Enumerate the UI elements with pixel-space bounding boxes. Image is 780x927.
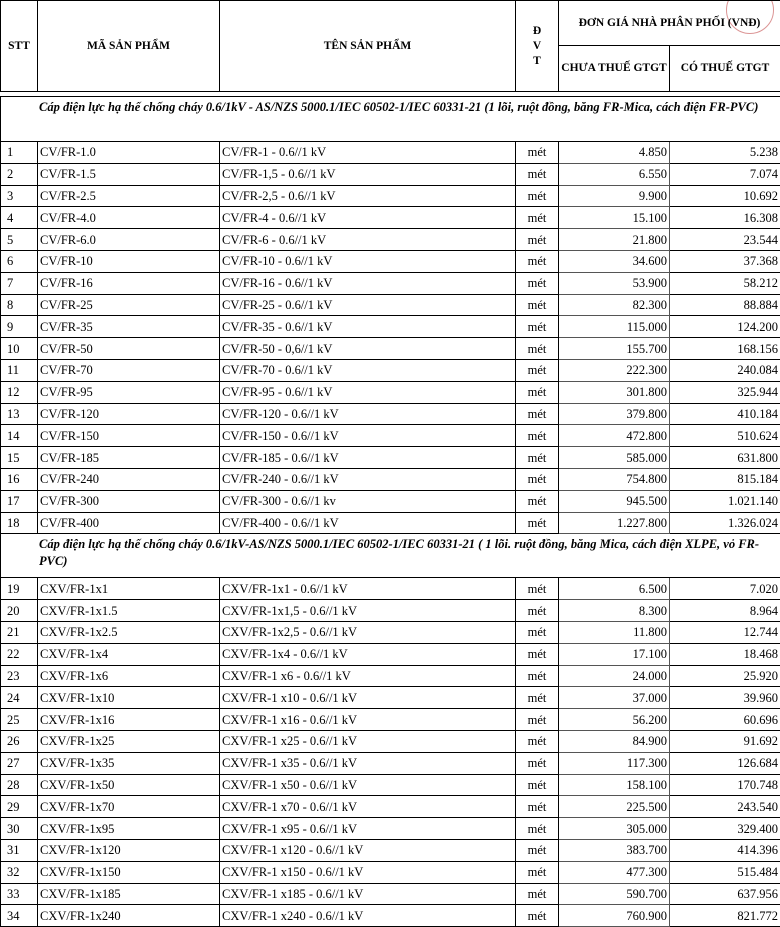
cell-price-incl-vat: 325.944 xyxy=(670,381,780,403)
cell-product-code: CXV/FR-1x6 xyxy=(38,665,220,687)
cell-unit: mét xyxy=(516,490,559,512)
cell-unit: mét xyxy=(516,709,559,731)
cell-price-incl-vat: 240.084 xyxy=(670,359,780,381)
cell-stt: 23 xyxy=(1,665,38,687)
cell-product-name: CXV/FR-1 x120 - 0.6//1 kV xyxy=(220,839,516,861)
cell-unit: mét xyxy=(516,468,559,490)
cell-product-name: CV/FR-6 - 0.6//1 kV xyxy=(220,229,516,251)
cell-product-code: CV/FR-4.0 xyxy=(38,207,220,229)
cell-unit: mét xyxy=(516,905,559,927)
cell-product-code: CXV/FR-1x120 xyxy=(38,839,220,861)
cell-price-incl-vat: 637.956 xyxy=(670,883,780,905)
table-row xyxy=(1,687,780,709)
table-row xyxy=(1,578,780,600)
cell-price-excl-vat: 84.900 xyxy=(559,730,670,752)
cell-price-excl-vat: 383.700 xyxy=(559,839,670,861)
cell-stt: 8 xyxy=(1,294,38,316)
cell-unit: mét xyxy=(516,272,559,294)
table-body xyxy=(1,92,780,927)
cell-price-excl-vat: 37.000 xyxy=(559,687,670,709)
cell-stt: 21 xyxy=(1,621,38,643)
cell-product-code: CV/FR-185 xyxy=(38,447,220,469)
cell-price-incl-vat: 329.400 xyxy=(670,818,780,840)
cell-price-excl-vat: 305.000 xyxy=(559,818,670,840)
cell-product-name: CXV/FR-1 x25 - 0.6//1 kV xyxy=(220,730,516,752)
cell-price-incl-vat: 25.920 xyxy=(670,665,780,687)
cell-price-incl-vat: 7.020 xyxy=(670,578,780,600)
cell-unit: mét xyxy=(516,600,559,622)
cell-stt: 15 xyxy=(1,447,38,469)
cell-product-code: CXV/FR-1x1 xyxy=(38,578,220,600)
cell-unit: mét xyxy=(516,687,559,709)
cell-product-name: CV/FR-16 - 0.6//1 kV xyxy=(220,272,516,294)
cell-product-name: CXV/FR-1 x16 - 0.6//1 kV xyxy=(220,709,516,731)
cell-product-name: CXV/FR-1 x95 - 0.6//1 kV xyxy=(220,818,516,840)
cell-unit: mét xyxy=(516,861,559,883)
cell-price-excl-vat: 115.000 xyxy=(559,316,670,338)
cell-product-code: CXV/FR-1x185 xyxy=(38,883,220,905)
table-row xyxy=(1,883,780,905)
cell-stt: 33 xyxy=(1,883,38,905)
cell-stt: 24 xyxy=(1,687,38,709)
cell-stt: 26 xyxy=(1,730,38,752)
cell-product-code: CV/FR-70 xyxy=(38,359,220,381)
cell-product-code: CV/FR-1.5 xyxy=(38,163,220,185)
cell-unit: mét xyxy=(516,403,559,425)
cell-price-incl-vat: 170.748 xyxy=(670,774,780,796)
table-header xyxy=(1,1,780,92)
cell-unit: mét xyxy=(516,229,559,251)
table-row xyxy=(1,185,780,207)
table-row xyxy=(1,796,780,818)
cell-stt: 6 xyxy=(1,250,38,272)
cell-product-name: CV/FR-300 - 0.6//1 kv xyxy=(220,490,516,512)
cell-stt: 22 xyxy=(1,643,38,665)
table-row xyxy=(1,142,780,164)
header-price-group: ĐƠN GIÁ NHÀ PHÂN PHỐI (VNĐ) xyxy=(559,1,780,46)
cell-product-name: CXV/FR-1 x6 - 0.6//1 kV xyxy=(220,665,516,687)
cell-price-excl-vat: 8.300 xyxy=(559,600,670,622)
cell-price-excl-vat: 155.700 xyxy=(559,338,670,360)
cell-price-excl-vat: 379.800 xyxy=(559,403,670,425)
cell-product-name: CV/FR-185 - 0.6//1 kV xyxy=(220,447,516,469)
table-row xyxy=(1,338,780,360)
table-row xyxy=(1,403,780,425)
cell-price-incl-vat: 515.484 xyxy=(670,861,780,883)
cell-product-code: CV/FR-120 xyxy=(38,403,220,425)
cell-product-code: CXV/FR-1x10 xyxy=(38,687,220,709)
cell-product-code: CV/FR-240 xyxy=(38,468,220,490)
cell-price-incl-vat: 410.184 xyxy=(670,403,780,425)
cell-price-excl-vat: 117.300 xyxy=(559,752,670,774)
cell-product-code: CV/FR-25 xyxy=(38,294,220,316)
table-row xyxy=(1,381,780,403)
cell-unit: mét xyxy=(516,512,559,534)
cell-product-name: CXV/FR-1 x70 - 0.6//1 kV xyxy=(220,796,516,818)
cell-price-incl-vat: 88.884 xyxy=(670,294,780,316)
table-row xyxy=(1,752,780,774)
table-row xyxy=(1,665,780,687)
cell-product-code: CXV/FR-1x70 xyxy=(38,796,220,818)
cell-unit: mét xyxy=(516,359,559,381)
cell-price-incl-vat: 510.624 xyxy=(670,425,780,447)
cell-price-incl-vat: 815.184 xyxy=(670,468,780,490)
cell-unit: mét xyxy=(516,185,559,207)
cell-product-code: CV/FR-2.5 xyxy=(38,185,220,207)
cell-stt: 25 xyxy=(1,709,38,731)
table-row xyxy=(1,839,780,861)
cell-product-code: CXV/FR-1x25 xyxy=(38,730,220,752)
cell-product-name: CV/FR-70 - 0.6//1 kV xyxy=(220,359,516,381)
cell-product-code: CV/FR-35 xyxy=(38,316,220,338)
cell-price-excl-vat: 301.800 xyxy=(559,381,670,403)
cell-product-code: CXV/FR-1x50 xyxy=(38,774,220,796)
cell-product-name: CV/FR-10 - 0.6//1 kV xyxy=(220,250,516,272)
cell-price-excl-vat: 6.550 xyxy=(559,163,670,185)
cell-product-name: CV/FR-50 - 0,6//1 kV xyxy=(220,338,516,360)
cell-product-code: CV/FR-400 xyxy=(38,512,220,534)
cell-stt: 9 xyxy=(1,316,38,338)
table-row xyxy=(1,468,780,490)
cell-price-excl-vat: 222.300 xyxy=(559,359,670,381)
cell-stt: 18 xyxy=(1,512,38,534)
cell-product-code: CXV/FR-1x4 xyxy=(38,643,220,665)
header-price-excl-vat: CHƯA THUẾ GTGT xyxy=(559,46,670,92)
cell-product-code: CV/FR-300 xyxy=(38,490,220,512)
cell-unit: mét xyxy=(516,665,559,687)
cell-price-excl-vat: 34.600 xyxy=(559,250,670,272)
cell-price-excl-vat: 225.500 xyxy=(559,796,670,818)
cell-product-name: CXV/FR-1x1,5 - 0.6//1 kV xyxy=(220,600,516,622)
cell-price-excl-vat: 21.800 xyxy=(559,229,670,251)
cell-product-code: CV/FR-50 xyxy=(38,338,220,360)
cell-unit: mét xyxy=(516,839,559,861)
cell-product-name: CV/FR-95 - 0.6//1 kV xyxy=(220,381,516,403)
cell-product-name: CV/FR-400 - 0.6//1 kV xyxy=(220,512,516,534)
header-product-name: TÊN SẢN PHẨM xyxy=(220,1,516,92)
cell-product-name: CV/FR-2,5 - 0.6//1 kV xyxy=(220,185,516,207)
cell-stt: 34 xyxy=(1,905,38,927)
cell-stt: 28 xyxy=(1,774,38,796)
cell-price-excl-vat: 4.850 xyxy=(559,142,670,164)
cell-price-excl-vat: 585.000 xyxy=(559,447,670,469)
cell-stt: 4 xyxy=(1,207,38,229)
cell-price-incl-vat: 60.696 xyxy=(670,709,780,731)
cell-product-code: CXV/FR-1x150 xyxy=(38,861,220,883)
table-row xyxy=(1,490,780,512)
header-stt: STT xyxy=(1,1,38,92)
cell-product-name: CXV/FR-1 x185 - 0.6//1 kV xyxy=(220,883,516,905)
cell-product-code: CV/FR-95 xyxy=(38,381,220,403)
cell-product-name: CV/FR-25 - 0.6//1 kV xyxy=(220,294,516,316)
cell-unit: mét xyxy=(516,316,559,338)
cell-product-code: CV/FR-1.0 xyxy=(38,142,220,164)
cell-unit: mét xyxy=(516,730,559,752)
cell-product-name: CV/FR-240 - 0.6//1 kV xyxy=(220,468,516,490)
cell-unit: mét xyxy=(516,142,559,164)
cell-product-name: CXV/FR-1x1 - 0.6//1 kV xyxy=(220,578,516,600)
cell-price-incl-vat: 10.692 xyxy=(670,185,780,207)
cell-price-excl-vat: 24.000 xyxy=(559,665,670,687)
cell-price-excl-vat: 945.500 xyxy=(559,490,670,512)
cell-price-excl-vat: 82.300 xyxy=(559,294,670,316)
cell-unit: mét xyxy=(516,447,559,469)
cell-stt: 19 xyxy=(1,578,38,600)
cell-product-code: CV/FR-6.0 xyxy=(38,229,220,251)
cell-price-incl-vat: 414.396 xyxy=(670,839,780,861)
table-row xyxy=(1,294,780,316)
cell-stt: 10 xyxy=(1,338,38,360)
cell-price-excl-vat: 472.800 xyxy=(559,425,670,447)
cell-unit: mét xyxy=(516,774,559,796)
cell-unit: mét xyxy=(516,883,559,905)
cell-stt: 32 xyxy=(1,861,38,883)
cell-price-incl-vat: 126.684 xyxy=(670,752,780,774)
table-row xyxy=(1,250,780,272)
cell-product-code: CXV/FR-1x1.5 xyxy=(38,600,220,622)
cell-product-code: CV/FR-150 xyxy=(38,425,220,447)
table-row xyxy=(1,643,780,665)
cell-price-excl-vat: 1.227.800 xyxy=(559,512,670,534)
cell-product-name: CXV/FR-1 x10 - 0.6//1 kV xyxy=(220,687,516,709)
cell-stt: 17 xyxy=(1,490,38,512)
cell-unit: mét xyxy=(516,250,559,272)
table-row xyxy=(1,818,780,840)
cell-product-code: CXV/FR-1x16 xyxy=(38,709,220,731)
cell-price-incl-vat: 8.964 xyxy=(670,600,780,622)
table-row xyxy=(1,774,780,796)
table-row xyxy=(1,730,780,752)
cell-unit: mét xyxy=(516,818,559,840)
table-row xyxy=(1,447,780,469)
table-row xyxy=(1,600,780,622)
cell-unit: mét xyxy=(516,578,559,600)
cell-product-name: CXV/FR-1 x240 - 0.6//1 kV xyxy=(220,905,516,927)
cell-price-excl-vat: 53.900 xyxy=(559,272,670,294)
cell-stt: 11 xyxy=(1,359,38,381)
cell-unit: mét xyxy=(516,207,559,229)
cell-price-excl-vat: 56.200 xyxy=(559,709,670,731)
cell-product-name: CXV/FR-1x2,5 - 0.6//1 kV xyxy=(220,621,516,643)
section-title-row xyxy=(1,534,780,578)
cell-price-incl-vat: 7.074 xyxy=(670,163,780,185)
header-product-code: MÃ SẢN PHẨM xyxy=(38,1,220,92)
cell-product-code: CXV/FR-1x35 xyxy=(38,752,220,774)
cell-stt: 16 xyxy=(1,468,38,490)
cell-stt: 31 xyxy=(1,839,38,861)
cell-product-name: CV/FR-1 - 0.6//1 kV xyxy=(220,142,516,164)
cell-price-incl-vat: 58.212 xyxy=(670,272,780,294)
cell-stt: 12 xyxy=(1,381,38,403)
cell-price-excl-vat: 9.900 xyxy=(559,185,670,207)
cell-price-incl-vat: 631.800 xyxy=(670,447,780,469)
cell-product-name: CXV/FR-1 x35 - 0.6//1 kV xyxy=(220,752,516,774)
cell-product-code: CXV/FR-1x240 xyxy=(38,905,220,927)
cell-price-incl-vat: 124.200 xyxy=(670,316,780,338)
cell-stt: 14 xyxy=(1,425,38,447)
cell-product-code: CXV/FR-1x2.5 xyxy=(38,621,220,643)
cell-price-incl-vat: 821.772 xyxy=(670,905,780,927)
cell-price-incl-vat: 39.960 xyxy=(670,687,780,709)
header-price-incl-vat: CÓ THUẾ GTGT xyxy=(670,46,780,92)
cell-unit: mét xyxy=(516,425,559,447)
cell-price-incl-vat: 5.238 xyxy=(670,142,780,164)
cell-price-incl-vat: 23.544 xyxy=(670,229,780,251)
cell-stt: 1 xyxy=(1,142,38,164)
cell-stt: 2 xyxy=(1,163,38,185)
header-unit: Đ V T xyxy=(516,1,559,92)
cell-stt: 27 xyxy=(1,752,38,774)
table-row xyxy=(1,709,780,731)
cell-price-excl-vat: 477.300 xyxy=(559,861,670,883)
cell-product-code: CV/FR-16 xyxy=(38,272,220,294)
table-row xyxy=(1,512,780,534)
table-row xyxy=(1,425,780,447)
cell-product-name: CV/FR-1,5 - 0.6//1 kV xyxy=(220,163,516,185)
cell-price-excl-vat: 590.700 xyxy=(559,883,670,905)
cell-product-code: CV/FR-10 xyxy=(38,250,220,272)
cell-price-incl-vat: 37.368 xyxy=(670,250,780,272)
table-row xyxy=(1,229,780,251)
cell-price-incl-vat: 12.744 xyxy=(670,621,780,643)
cell-product-name: CXV/FR-1 x50 - 0.6//1 kV xyxy=(220,774,516,796)
cell-price-excl-vat: 17.100 xyxy=(559,643,670,665)
cell-unit: mét xyxy=(516,643,559,665)
table-row xyxy=(1,905,780,927)
cell-price-excl-vat: 15.100 xyxy=(559,207,670,229)
section-title: Cáp điện lực hạ thế chống cháy 0.6/1kV - AS/NZS 5000.1/IEC 60502-1/IEC 60331-21 (1 lõi, ruột đồng, băng FR-Mica, cách điện FR-PVC) xyxy=(1,97,780,142)
cell-stt: 5 xyxy=(1,229,38,251)
cell-product-name: CV/FR-4 - 0.6//1 kV xyxy=(220,207,516,229)
table-row xyxy=(1,272,780,294)
cell-unit: mét xyxy=(516,163,559,185)
cell-price-excl-vat: 158.100 xyxy=(559,774,670,796)
cell-stt: 3 xyxy=(1,185,38,207)
cell-product-name: CV/FR-150 - 0.6//1 kV xyxy=(220,425,516,447)
cell-price-incl-vat: 168.156 xyxy=(670,338,780,360)
cell-price-incl-vat: 1.326.024 xyxy=(670,512,780,534)
cell-price-excl-vat: 11.800 xyxy=(559,621,670,643)
table-row xyxy=(1,359,780,381)
cell-price-excl-vat: 760.900 xyxy=(559,905,670,927)
cell-product-name: CXV/FR-1x4 - 0.6//1 kV xyxy=(220,643,516,665)
cell-product-name: CXV/FR-1 x150 - 0.6//1 kV xyxy=(220,861,516,883)
table-row xyxy=(1,163,780,185)
cell-product-name: CV/FR-35 - 0.6//1 kV xyxy=(220,316,516,338)
cell-price-excl-vat: 6.500 xyxy=(559,578,670,600)
section-title: Cáp điện lực hạ thế chống cháy 0.6/1kV-AS/NZS 5000.1/IEC 60502-1/IEC 60331-21 ( 1 lõi. ruột đồng, băng Mica, cách điện XLPE, vỏ FR-PVC) xyxy=(1,534,780,578)
cell-unit: mét xyxy=(516,621,559,643)
cell-price-incl-vat: 243.540 xyxy=(670,796,780,818)
table-row xyxy=(1,316,780,338)
cell-unit: mét xyxy=(516,752,559,774)
cell-stt: 7 xyxy=(1,272,38,294)
cell-price-incl-vat: 91.692 xyxy=(670,730,780,752)
cell-price-excl-vat: 754.800 xyxy=(559,468,670,490)
cell-stt: 29 xyxy=(1,796,38,818)
cell-unit: mét xyxy=(516,294,559,316)
cell-price-incl-vat: 1.021.140 xyxy=(670,490,780,512)
section-title-row xyxy=(1,97,780,142)
table-row xyxy=(1,861,780,883)
cell-price-incl-vat: 16.308 xyxy=(670,207,780,229)
table-row xyxy=(1,207,780,229)
cell-unit: mét xyxy=(516,796,559,818)
cell-product-code: CXV/FR-1x95 xyxy=(38,818,220,840)
cell-unit: mét xyxy=(516,338,559,360)
cell-stt: 30 xyxy=(1,818,38,840)
cell-stt: 20 xyxy=(1,600,38,622)
cell-product-name: CV/FR-120 - 0.6//1 kV xyxy=(220,403,516,425)
cell-price-incl-vat: 18.468 xyxy=(670,643,780,665)
cell-unit: mét xyxy=(516,381,559,403)
table-row xyxy=(1,621,780,643)
cell-stt: 13 xyxy=(1,403,38,425)
